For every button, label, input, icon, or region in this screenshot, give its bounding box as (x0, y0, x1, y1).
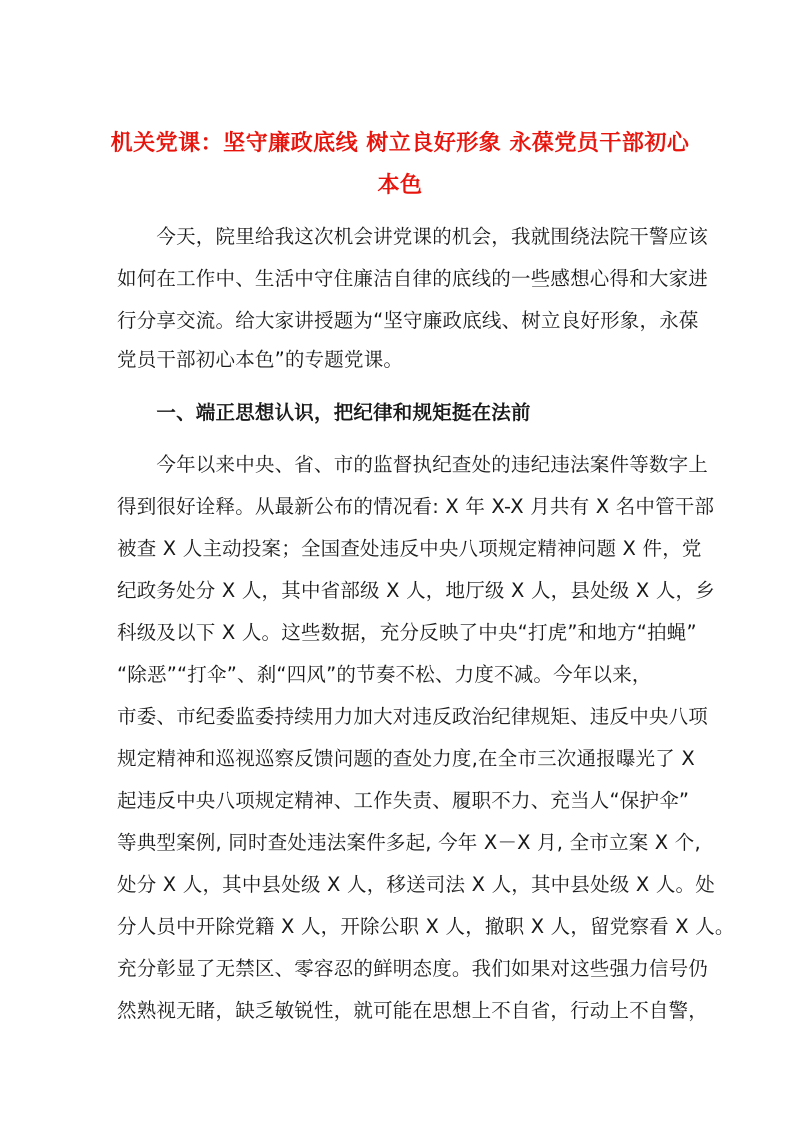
body-line-8: 规定精神和巡视巡察反馈问题的查处力度,在全市三次通报曝光了 X (117, 747, 695, 770)
intro-line-4: 党员干部初心本色”的专题党课。 (117, 348, 404, 371)
body-line-1: 今年以来中央、省、市的监督执纪查处的违纪违法案件等数字上 (117, 453, 709, 476)
body-line-10: 等典型案例, 同时查处违法案件多起, 今年 X－X 月, 全市立案 X 个, (117, 831, 701, 854)
body-line-9: 起违反中央八项规定精神、工作失责、履职不力、充当人“保护伞” (117, 789, 690, 812)
body-line-7: 市委、市纪委监委持续用力加大对违反政治纪律规矩、违反中央八项 (117, 705, 709, 728)
document-title-line-1: 机关党课：坚守廉政底线 树立良好形象 永葆党员干部初心 (110, 131, 690, 156)
body-line-11: 处分 X 人，其中县处级 X 人，移送司法 X 人，其中县处级 X 人。处 (117, 873, 715, 896)
body-line-12: 分人员中开除党籍 X 人，开除公职 X 人，撤职 X 人，留党察看 X 人。 (117, 915, 735, 938)
intro-line-1: 今天，院里给我这次机会讲党课的机会，我就围绕法院干警应该 (117, 225, 709, 248)
section-heading: 一、端正思想认识，把纪律和规矩挺在法前 (117, 401, 531, 424)
body-line-13: 充分彰显了无禁区、零容忍的鲜明态度。我们如果对这些强力信号仍 (117, 957, 709, 980)
body-line-14: 然熟视无睹，缺乏敏锐性，就可能在思想上不自省，行动上不自警， (117, 999, 709, 1022)
body-line-3: 被查 X 人主动投案；全国查处违反中央八项规定精神问题 X 件，党 (117, 537, 702, 560)
body-line-4: 纪政务处分 X 人，其中省部级 X 人，地厅级 X 人，县处级 X 人，乡 (117, 579, 715, 602)
body-line-5: 科级及以下 X 人。这些数据，充分反映了中央“打虎”和地方“拍蝇” (117, 621, 697, 644)
body-line-2: 得到很好诠释。从最新公布的情况看: X 年 X-X 月共有 X 名中管干部 (117, 495, 715, 518)
intro-line-2: 如何在工作中、生活中守住廉洁自律的底线的一些感想心得和大家进 (117, 267, 709, 290)
body-line-6: “除恶”“打伞”、刹“四风”的节奏不松、力度不减。今年以来， (117, 663, 652, 686)
document-title-line-2: 本色 (377, 173, 423, 198)
intro-line-3: 行分享交流。给大家讲授题为“坚守廉政底线、树立良好形象，永葆 (117, 309, 699, 332)
